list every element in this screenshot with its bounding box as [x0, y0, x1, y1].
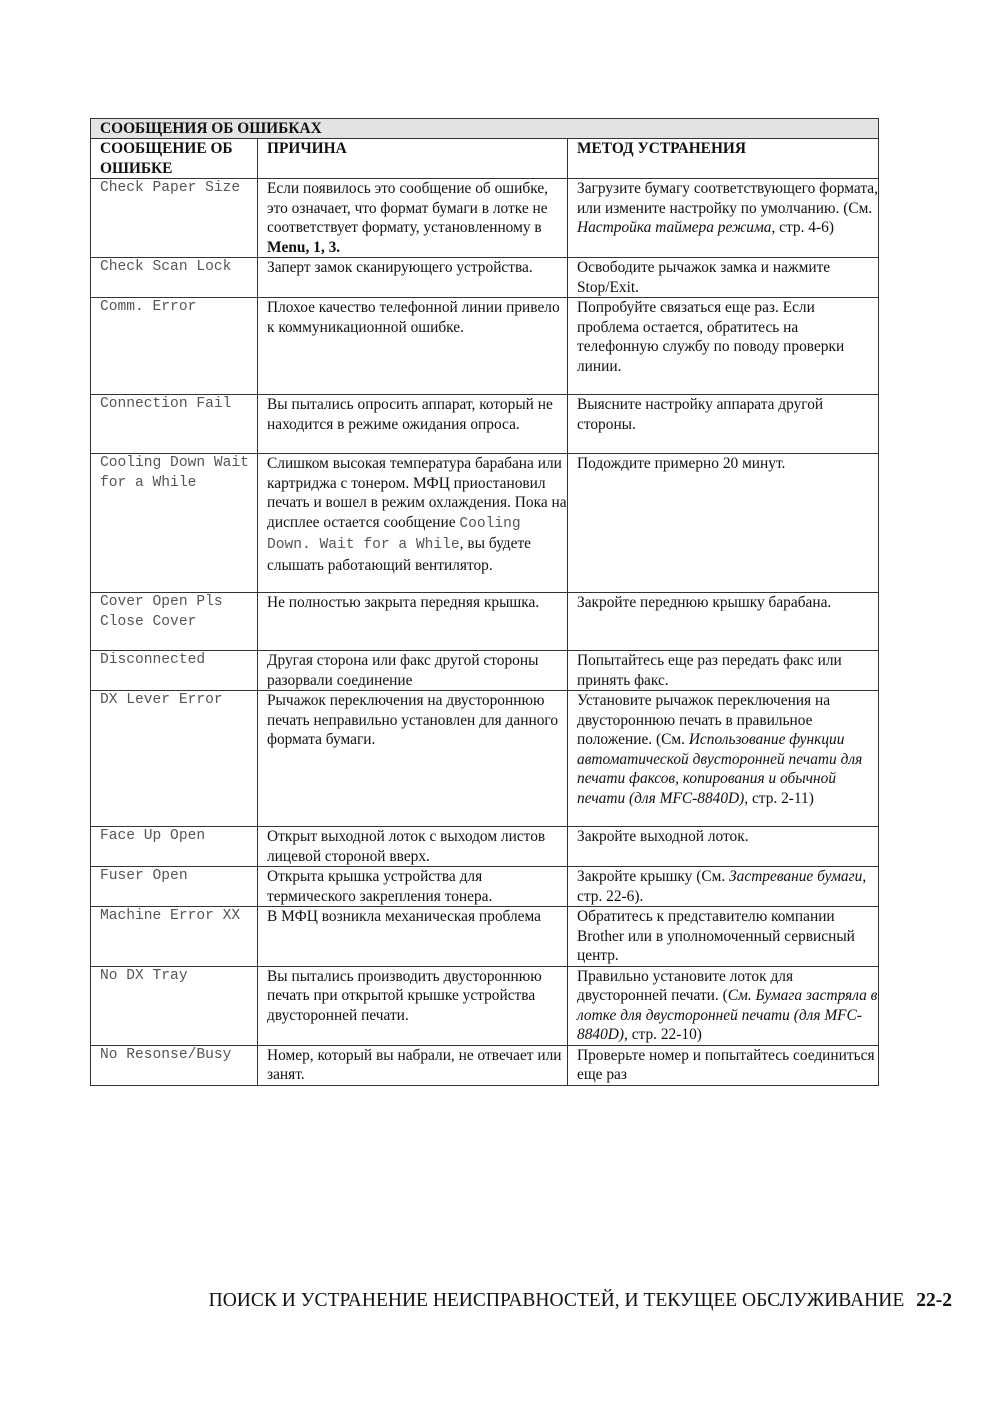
header-message: СООБЩЕНИЕ ОБ ОШИБКЕ: [91, 139, 258, 179]
header-cause: ПРИЧИНА: [258, 139, 568, 179]
cause-text: Другая сторона или факс другой стороны разорвали соединение: [267, 652, 539, 689]
error-message: Fuser Open: [91, 867, 258, 907]
remedy-text: Закройте переднюю крышку барабана.: [577, 594, 832, 611]
cause-text: Открыт выходной лоток с выходом листов лицевой стороной вверх.: [267, 828, 546, 865]
error-cause: [258, 827, 568, 867]
cause-text: Вы пытались опросить аппарат, который не находится в режиме ожидания опроса.: [267, 396, 553, 433]
remedy-text: Установите рычажок переключения на двустороннюю печать в правильное положение. (См.: [577, 692, 831, 748]
remedy-text: , стр. 22-10): [624, 1026, 702, 1043]
cause-text: , вы будете слышать работающий вентилятор.: [267, 535, 532, 574]
table-row: [91, 1045, 879, 1085]
error-remedy: [568, 907, 879, 967]
page-number: 22-2: [916, 1290, 952, 1311]
error-cause: [258, 395, 568, 454]
remedy-text: Закройте крышку (См.: [577, 868, 730, 885]
error-remedy: [568, 593, 879, 651]
header-remedy: МЕТОД УСТРАНЕНИЯ: [568, 139, 879, 179]
error-remedy: [568, 867, 879, 907]
error-cause: [258, 298, 568, 395]
error-cause: [258, 1045, 568, 1085]
table-row: [91, 593, 879, 651]
remedy-text: Закройте выходной лоток.: [577, 828, 749, 845]
cause-text: Номер, который вы набрали, не отвечает или занят.: [267, 1046, 562, 1083]
table-row: [91, 867, 879, 907]
remedy-text: Использование функции автоматической двусторонней печати для печати факсов, копирования и обычной печати (для MFC-8840D): [577, 731, 863, 807]
error-message: Comm. Error: [91, 298, 258, 395]
error-message: Connection Fail: [91, 395, 258, 454]
error-cause: [258, 691, 568, 827]
error-cause: [258, 454, 568, 593]
page-footer: [209, 1290, 952, 1312]
error-message: Machine Error XX: [91, 907, 258, 967]
table-row: [91, 651, 879, 691]
remedy-text: Выясните настройку аппарата другой стороны.: [577, 396, 824, 433]
cause-text: Вы пытались производить двустороннюю печать при открытой крышке устройства двусторонней печати.: [267, 967, 542, 1024]
error-remedy: [568, 691, 879, 827]
cause-text: Открыта крышка устройства для термического закрепления тонера.: [267, 868, 493, 905]
cause-text: Плохое качество телефонной линии привело к коммуникационной ошибке.: [267, 299, 560, 336]
cause-text: Слишком высокая температура барабана или картриджа с тонером. МФЦ приостановил печать и вошел в режим охлаждения. Пока на дисплее остается сообщение: [267, 455, 567, 531]
error-message: Check Paper Size: [91, 179, 258, 258]
error-cause: [258, 258, 568, 298]
table-row: [91, 827, 879, 867]
remedy-text: , стр. 4-6): [771, 219, 834, 236]
cause-text: Cooling Down. Wait for a While: [267, 515, 521, 553]
table-row: [91, 298, 879, 395]
error-message: Disconnected: [91, 651, 258, 691]
error-message: No DX Tray: [91, 966, 258, 1045]
table-row: [91, 179, 879, 258]
cause-text: Не полностью закрыта передняя крышка.: [267, 594, 540, 611]
error-cause: [258, 593, 568, 651]
remedy-text: См. Бумага застряла в лотке для двусторонней печати (для MFC-8840D): [577, 987, 878, 1043]
cause-text: В МФЦ возникла механическая проблема: [267, 908, 541, 925]
remedy-text: Обратитесь к представителю компании Brother или в уполномоченный сервисный центр.: [577, 908, 855, 964]
error-message: Check Scan Lock: [91, 258, 258, 298]
cause-text: Menu, 1, 3.: [267, 238, 341, 256]
table-row: [91, 691, 879, 827]
cause-text: Если появилось это сообщение об ошибке, это означает, что формат бумаги в лотке не соответствует формату, установленному в: [267, 180, 548, 236]
remedy-text: Подождите примерно 20 минут.: [577, 455, 786, 472]
remedy-text: Настройка таймера режима: [577, 219, 772, 236]
error-cause: [258, 907, 568, 967]
table-row: [91, 395, 879, 454]
error-cause: [258, 966, 568, 1045]
footer-section-title: ПОИСК И УСТРАНЕНИЕ НЕИСПРАВНОСТЕЙ, И ТЕКУЩЕЕ ОБСЛУЖИВАНИЕ: [208, 1290, 905, 1311]
remedy-text: , стр. 22-6).: [577, 868, 867, 905]
error-message: Cover Open Pls Close Cover: [91, 593, 258, 651]
remedy-text: Попытайтесь еще раз передать факс или принять факс.: [577, 652, 842, 689]
error-messages-table: [90, 118, 879, 1086]
table-row: [91, 907, 879, 967]
error-cause: [258, 651, 568, 691]
remedy-text: Проверьте номер и попытайтесь соединиться еще раз: [577, 1046, 875, 1083]
remedy-text: Застревание бумаги: [729, 868, 863, 885]
table-row: [91, 454, 879, 593]
error-remedy: [568, 298, 879, 395]
table-title: СООБЩЕНИЯ ОБ ОШИБКАХ: [91, 119, 879, 139]
remedy-text: Загрузите бумагу соответствующего формата, или измените настройку по умолчанию. (См.: [577, 180, 878, 217]
error-cause: [258, 867, 568, 907]
cause-text: Рычажок переключения на двустороннюю печать неправильно установлен для данного формата бумаги.: [267, 692, 559, 748]
error-remedy: [568, 966, 879, 1045]
error-remedy: [568, 454, 879, 593]
cause-text: Заперт замок сканирующего устройства.: [267, 259, 533, 276]
error-message: No Resonse/Busy: [91, 1045, 258, 1085]
error-message: Face Up Open: [91, 827, 258, 867]
error-message: DX Lever Error: [91, 691, 258, 827]
error-message: Cooling Down Wait for a While: [91, 454, 258, 593]
error-remedy: [568, 1045, 879, 1085]
table-row: [91, 966, 879, 1045]
error-remedy: [568, 651, 879, 691]
error-cause: [258, 179, 568, 258]
remedy-text: Попробуйте связаться еще раз. Если проблема остается, обратитесь на телефонную службу по поводу проверки линии.: [577, 299, 845, 375]
error-remedy: [568, 827, 879, 867]
table-row: [91, 258, 879, 298]
remedy-text: , стр. 2-11): [744, 789, 814, 807]
error-remedy: [568, 258, 879, 298]
error-remedy: [568, 395, 879, 454]
remedy-text: Правильно установите лоток для двусторонней печати. (: [577, 967, 794, 1004]
remedy-text: Освободите рычажок замка и нажмите Stop/Exit.: [577, 259, 831, 296]
error-remedy: [568, 179, 879, 258]
